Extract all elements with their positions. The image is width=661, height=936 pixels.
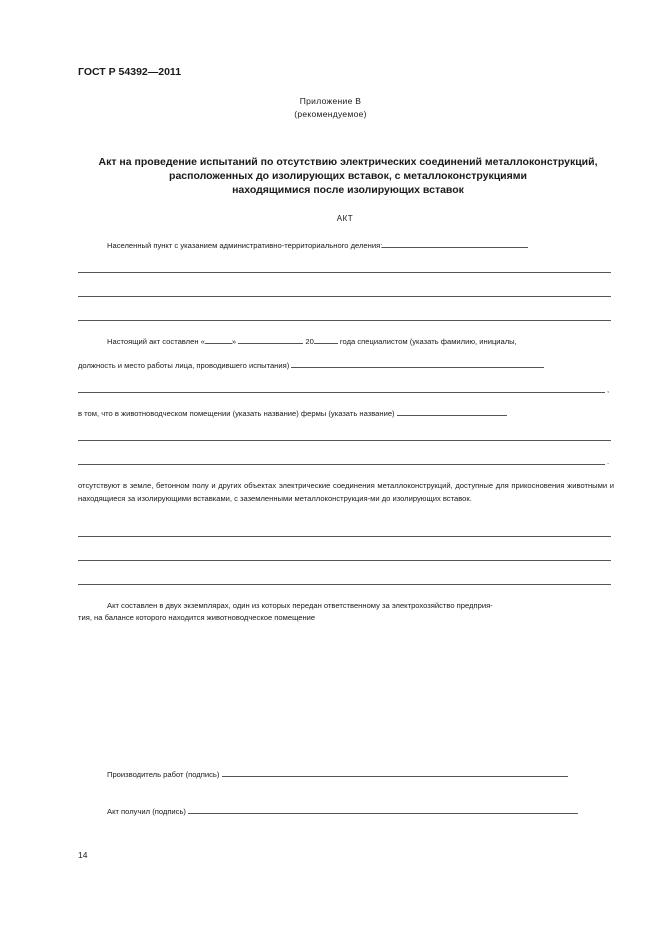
producer-signature-field[interactable] [222,769,568,777]
livestock-field[interactable] [397,408,507,416]
act-date-row [107,336,517,347]
producer-signature-row [107,769,568,780]
act-suffix: года специалистом (указать фамилию, инициалы, [339,337,517,346]
act-year-field[interactable] [314,336,338,344]
annex-status: (рекомендуемое) [294,109,367,119]
locality-field[interactable] [382,240,528,248]
act-day-field[interactable] [205,336,232,344]
locality-blank-line-1[interactable] [78,272,611,273]
livestock-row [78,408,507,419]
act-prefix: Настоящий акт составлен « [107,337,205,346]
title-line-1: Акт на проведение испытаний по отсутствию электрических соединений металлоконструкций, [98,156,598,168]
act-month-field[interactable] [238,336,303,344]
act-label: АКТ [336,214,354,223]
received-signature-row [107,806,578,817]
position-row [78,360,544,371]
absence-paragraph: отсутствуют в земле, бетонном полу и других объектах электрические соединения металлоконструкций, доступные для прикосновения животными и находящиеся за изолирующими вставками, с заземленными металлоконструкция-ми до изолирующих вставок. [78,481,614,503]
position-comma: , [607,385,610,394]
received-label: Акт получил (подпись) [107,807,186,816]
locality-label: Населенный пункт с указанием административно-территориального деления: [107,241,383,250]
annex-title: Приложение В [299,96,362,106]
act-year-prefix: 20 [305,337,314,346]
absence-blank-line-1[interactable] [78,536,611,537]
absence-blank-line-3[interactable] [78,584,611,585]
copies-line-2: тия, на балансе которого находится животноводческое помещение [78,613,316,622]
position-field[interactable] [291,360,544,368]
locality-row [107,240,528,251]
locality-blank-line-2[interactable] [78,296,611,297]
absence-blank-line-2[interactable] [78,560,611,561]
livestock-label: в том, что в животноводческом помещении (указать название) фермы (указать название) [78,409,395,418]
producer-label: Производитель работ (подпись) [107,770,220,779]
livestock-blank-line-1[interactable] [78,440,611,441]
position-blank-line[interactable] [78,392,605,393]
position-label: должность и место работы лица, проводившего испытания) [78,361,290,370]
title-line-3: находящимися после изолирующих вставок [232,184,464,196]
act-mid: » [231,337,237,346]
livestock-period: . [607,457,610,466]
locality-blank-line-3[interactable] [78,320,611,321]
received-signature-field[interactable] [188,806,578,814]
title-line-2: расположенных до изолирующих вставок, с металлоконструкциями [169,170,527,182]
livestock-blank-line-2[interactable] [78,464,605,465]
page-number: 14 [78,850,88,860]
standard-header: ГОСТ Р 54392—2011 [78,66,182,78]
copies-line-1: Акт составлен в двух экземплярах, один из которых передан ответственному за электрохозяйство предприя- [107,601,493,610]
document-title [60,155,636,197]
